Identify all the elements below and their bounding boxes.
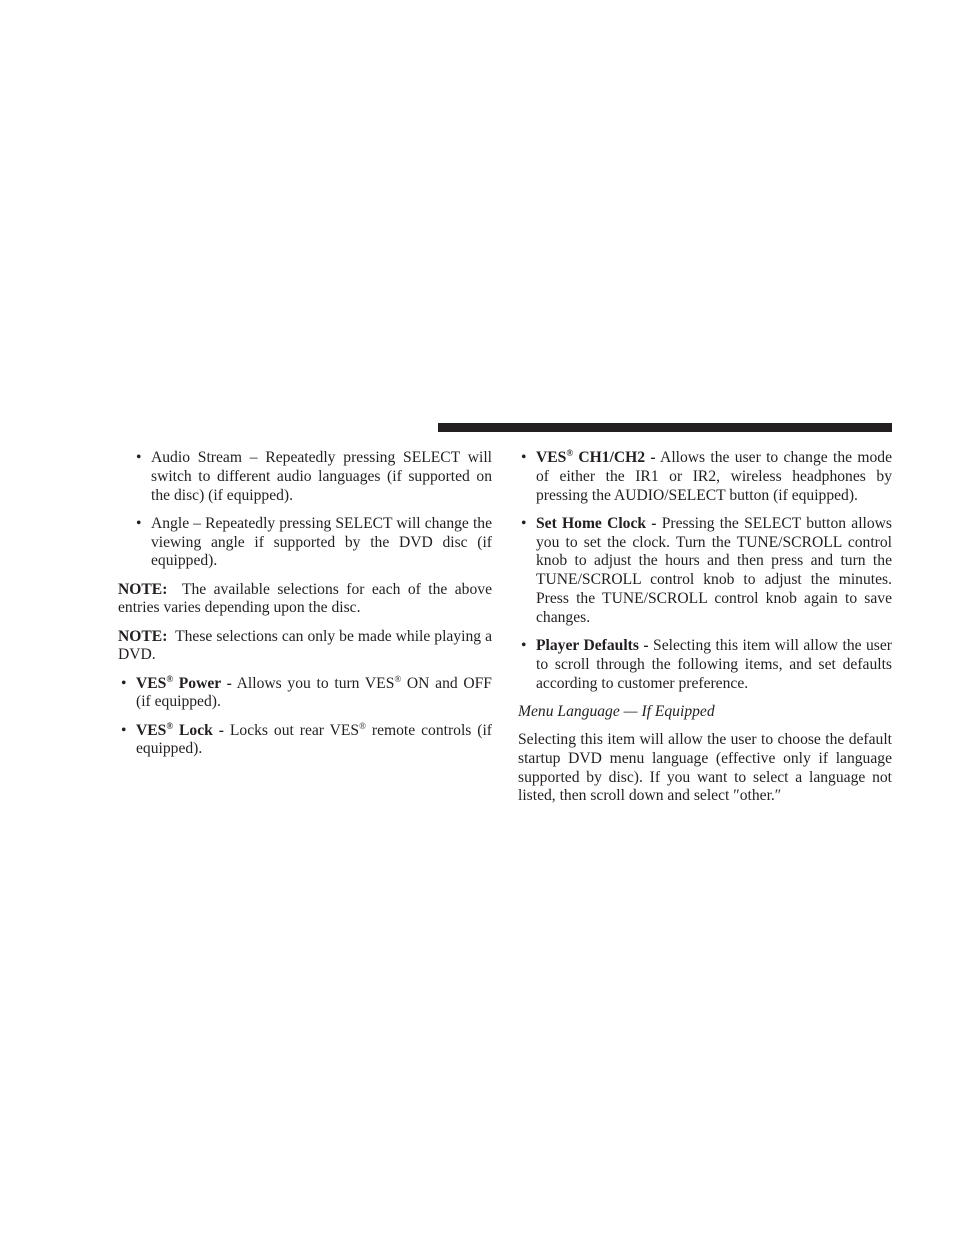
note-paragraph (118, 628, 492, 666)
bullet-dot: • (136, 449, 142, 466)
bullet-dot: • (121, 721, 127, 739)
right-column (518, 449, 892, 816)
bullet-label: VES® CH1/CH2 - (536, 448, 656, 466)
sub-bullet-audio-stream (118, 449, 492, 505)
bullet-dot: • (521, 449, 527, 466)
bullet-text: Locks out rear VES® remote controls (if equipped). (136, 720, 492, 758)
sub-bullet-text: Angle – Repeatedly pressing SELECT will change the viewing angle if supported by the DVD disc (if equipped). (151, 514, 492, 570)
note-text: The available selections for each of the above entries varies depending upon the disc. (118, 580, 492, 617)
bullet-text: Allows you to turn VES® ON and OFF (if equipped). (136, 673, 492, 711)
section-body: Selecting this item will allow the user to choose the default startup DVD menu language (effective only if language supported by disc). If you want to select a language not listed, then scroll down and select ″other.″ (518, 730, 892, 805)
bullet-player-defaults (518, 637, 892, 693)
bullet-set-home-clock (518, 515, 892, 628)
bullet-text: Pressing the SELECT button allows you to set the clock. Turn the TUNE/SCROLL control knob to adjust the hours and then press and turn the TUNE/SCROLL control knob to adjust the minutes. Press the TUNE/SCROLL control knob again to save changes. (536, 514, 893, 626)
note-paragraph (118, 581, 492, 619)
bullet-label: VES® Lock - (136, 720, 224, 739)
sub-bullet-angle (118, 515, 492, 571)
left-column (118, 449, 492, 769)
bullet-text: Allows the user to change the mode of either the IR1 or IR2, wireless headphones by pressing the AUDIO/SELECT button (if equipped). (536, 449, 892, 504)
bullet-text: Selecting this item will allow the user to scroll through the following items, and set defaults according to customer preference. (536, 636, 892, 692)
bullet-dot: • (121, 674, 127, 692)
bullet-dot: • (136, 514, 142, 532)
note-label: NOTE: (118, 580, 168, 598)
bullet-label: VES® Power - (136, 673, 232, 692)
bullet-dot: • (521, 514, 527, 532)
bullet-ves-power (118, 675, 492, 713)
bullet-label: Set Home Clock - (536, 514, 657, 532)
bullet-ves-lock (118, 722, 492, 760)
bullet-dot: • (521, 636, 527, 654)
note-text: These selections can only be made while playing a DVD. (118, 627, 492, 664)
sub-bullet-text: Audio Stream – Repeatedly pressing SELECT will switch to different audio languages (if supported on the disc) (if equipped). (151, 449, 492, 504)
section-heading: Menu Language — If Equipped (518, 702, 715, 720)
header-rule (438, 423, 892, 432)
bullet-ves-ch1-ch2 (518, 449, 892, 505)
note-label: NOTE: (118, 627, 168, 645)
bullet-label: Player Defaults - (536, 636, 649, 654)
